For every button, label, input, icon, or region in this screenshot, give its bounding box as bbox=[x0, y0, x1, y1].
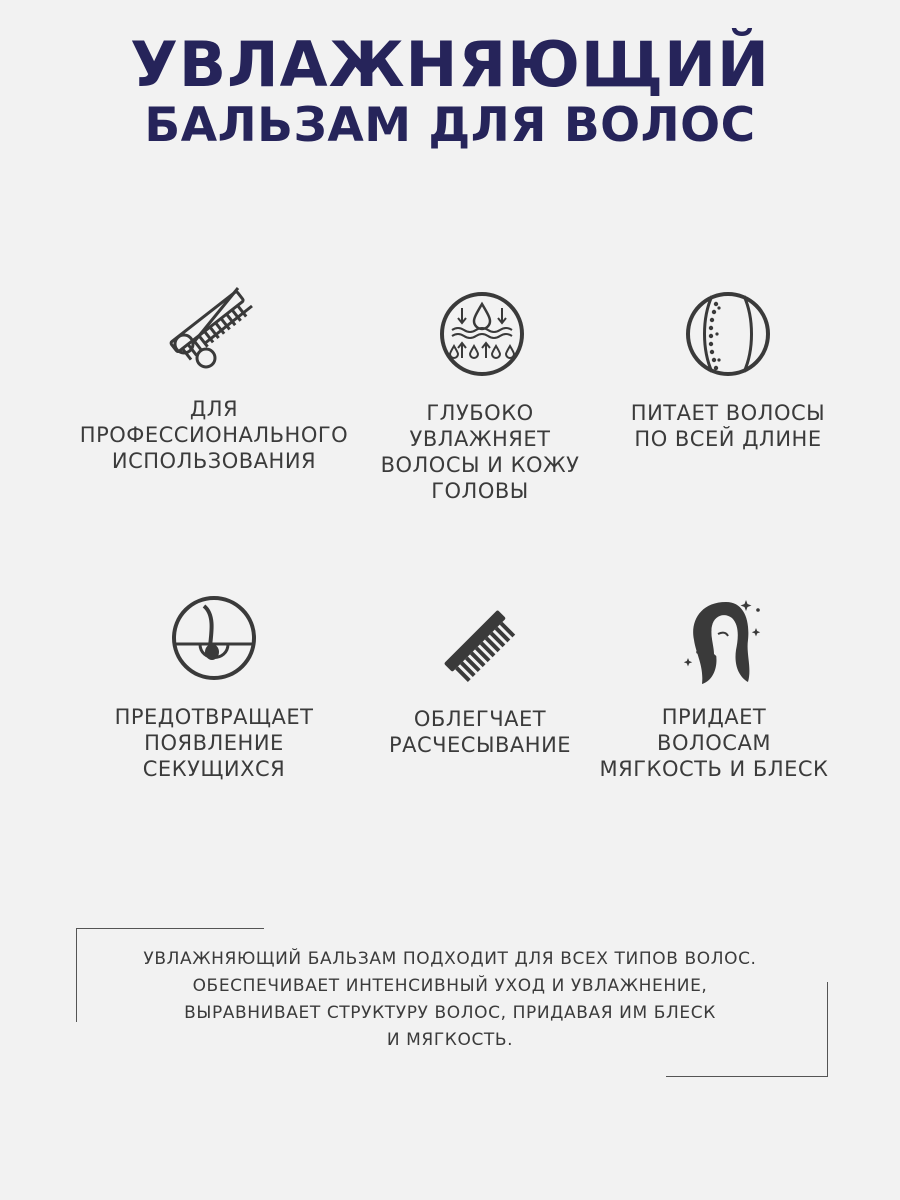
woman-hair-sparkle-icon bbox=[680, 596, 764, 690]
moisture-drops-icon bbox=[438, 290, 526, 378]
comb-icon bbox=[440, 606, 524, 690]
feature-label-moisturizes: ГЛУБОКО УВЛАЖНЯЕТ ВОЛОСЫ И КОЖУ ГОЛОВЫ bbox=[380, 401, 580, 503]
frame-corner-right bbox=[827, 982, 828, 1077]
feature-label-softness-shine: ПРИДАЕТ ВОЛОСАМ МЯГКОСТЬ И БЛЕСК bbox=[599, 705, 829, 781]
page-title-line-2: БАЛЬЗАМ ДЛЯ ВОЛОС bbox=[144, 98, 756, 153]
comb-scissors-icon bbox=[164, 280, 260, 376]
frame-corner-top bbox=[76, 928, 264, 929]
feature-label-nourishes: ПИТАЕТ ВОЛОСЫ ПО ВСЕЙ ДЛИНЕ bbox=[630, 401, 826, 451]
product-description: УВЛАЖНЯЮЩИЙ БАЛЬЗАМ ПОДХОДИТ ДЛЯ ВСЕХ ТИПОВ ВОЛОС. ОБЕСПЕЧИВАЕТ ИНТЕНСИВНЫЙ УХОД И УВЛАЖНЕНИЕ, ВЫРАВНИВАЕТ СТРУКТУРУ ВОЛОС, ПРИДАВАЯ ИМ БЛЕСК И МЯГКОСТЬ. bbox=[143, 949, 757, 1050]
feature-label-detangles: ОБЛЕГЧАЕТ РАСЧЕСЫВАНИЕ bbox=[388, 707, 572, 757]
frame-corner-left bbox=[76, 928, 77, 1022]
feature-label-professional: ДЛЯ ПРОФЕССИОНАЛЬНОГО ИСПОЛЬЗОВАНИЯ bbox=[79, 397, 349, 473]
feature-label-prevents-split: ПРЕДОТВРАЩАЕТ ПОЯВЛЕНИЕ СЕКУЩИХСЯ bbox=[114, 705, 314, 781]
page-title-line-1: УВЛАЖНЯЮЩИЙ bbox=[130, 28, 770, 101]
frame-corner-bottom bbox=[666, 1076, 828, 1077]
hair-follicle-icon bbox=[170, 594, 258, 682]
hair-strand-circle-icon bbox=[684, 290, 772, 378]
